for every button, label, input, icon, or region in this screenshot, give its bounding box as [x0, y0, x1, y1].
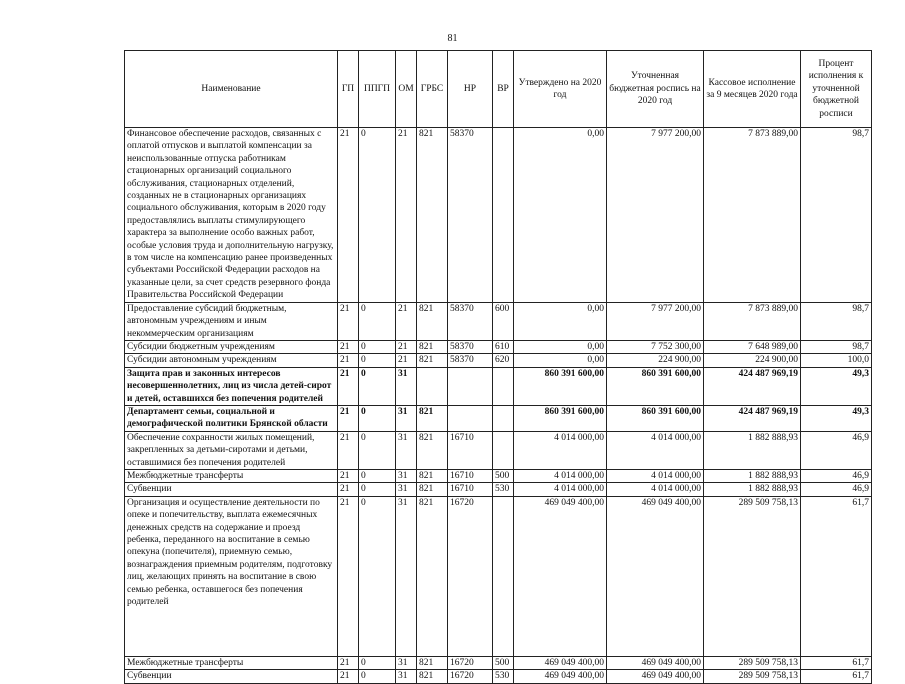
row-nr	[448, 367, 493, 405]
row-name: Межбюджетные трансферты	[125, 469, 338, 482]
table-row	[125, 405, 872, 431]
row-cash: 7 873 889,00	[704, 128, 801, 303]
header-nr: НР	[448, 51, 493, 128]
row-nr: 16720	[448, 496, 493, 656]
row-ppgp: 0	[359, 670, 396, 683]
row-approved: 0,00	[514, 354, 607, 367]
row-cash: 424 487 969,19	[704, 367, 801, 405]
row-vr	[493, 496, 514, 656]
row-approved: 4 014 000,00	[514, 469, 607, 482]
row-grbs: 821	[417, 340, 448, 353]
row-cash: 289 509 758,13	[704, 496, 801, 656]
row-approved: 4 014 000,00	[514, 431, 607, 469]
row-approved: 469 049 400,00	[514, 656, 607, 669]
table-row	[125, 354, 872, 367]
row-gp: 21	[338, 656, 359, 669]
row-gp: 21	[338, 431, 359, 469]
row-ppgp: 0	[359, 656, 396, 669]
header-grbs: ГРБС	[417, 51, 448, 128]
row-name: Организация и осуществление деятельности по опеке и попечительству, выплата ежемесячных денежных средств на содержание и проезд ребенка, переданного на воспитание в семью опекуна (попечителя), приемную семью, вознаграждения приемным родителям, подготовку лиц, желающих принять на воспитание в свою семью ребенка, оставшегося без попечения родителей	[125, 496, 338, 656]
row-refined: 4 014 000,00	[607, 483, 704, 496]
row-name: Межбюджетные трансферты	[125, 656, 338, 669]
row-cash: 1 882 888,93	[704, 469, 801, 482]
row-grbs: 821	[417, 128, 448, 303]
row-vr	[493, 367, 514, 405]
row-name: Субвенции	[125, 670, 338, 683]
row-vr: 500	[493, 656, 514, 669]
row-ppgp: 0	[359, 405, 396, 431]
row-cash: 1 882 888,93	[704, 431, 801, 469]
row-percent: 61,7	[801, 670, 872, 683]
row-vr: 500	[493, 469, 514, 482]
table-row	[125, 340, 872, 353]
row-refined: 224 900,00	[607, 354, 704, 367]
row-om: 21	[396, 354, 417, 367]
row-nr: 58370	[448, 302, 493, 340]
row-nr	[448, 405, 493, 431]
row-om: 31	[396, 656, 417, 669]
row-percent: 98,7	[801, 302, 872, 340]
row-refined: 7 977 200,00	[607, 302, 704, 340]
row-approved: 0,00	[514, 340, 607, 353]
row-om: 21	[396, 340, 417, 353]
header-gp: ГП	[338, 51, 359, 128]
row-approved: 469 049 400,00	[514, 496, 607, 656]
row-om: 31	[396, 367, 417, 405]
row-ppgp: 0	[359, 483, 396, 496]
table-row	[125, 128, 872, 303]
header-approved: Утверждено на 2020 год	[514, 51, 607, 128]
table-row	[125, 431, 872, 469]
row-approved: 860 391 600,00	[514, 405, 607, 431]
row-vr	[493, 431, 514, 469]
row-percent: 46,9	[801, 431, 872, 469]
row-cash: 1 882 888,93	[704, 483, 801, 496]
row-percent: 100,0	[801, 354, 872, 367]
row-grbs	[417, 367, 448, 405]
row-grbs: 821	[417, 354, 448, 367]
header-row	[125, 51, 872, 128]
table-row	[125, 496, 872, 656]
row-nr: 58370	[448, 340, 493, 353]
row-refined: 469 049 400,00	[607, 496, 704, 656]
row-vr: 600	[493, 302, 514, 340]
row-gp: 21	[338, 405, 359, 431]
header-ppgp: ППГП	[359, 51, 396, 128]
row-refined: 7 977 200,00	[607, 128, 704, 303]
row-refined: 4 014 000,00	[607, 431, 704, 469]
row-gp: 21	[338, 469, 359, 482]
header-om: ОМ	[396, 51, 417, 128]
row-approved: 860 391 600,00	[514, 367, 607, 405]
row-vr: 610	[493, 340, 514, 353]
row-nr: 16710	[448, 431, 493, 469]
table-row	[125, 656, 872, 669]
page-number: 81	[447, 33, 458, 44]
row-cash: 7 873 889,00	[704, 302, 801, 340]
row-vr	[493, 405, 514, 431]
row-refined: 860 391 600,00	[607, 405, 704, 431]
row-gp: 21	[338, 128, 359, 303]
row-name: Защита прав и законных интересов несовершеннолетних, лиц из числа детей-сирот и детей, оставшихся без попечения родителей	[125, 367, 338, 405]
row-percent: 98,7	[801, 128, 872, 303]
row-nr: 16710	[448, 469, 493, 482]
row-vr: 530	[493, 670, 514, 683]
header-name: Наименование	[125, 51, 338, 128]
row-grbs: 821	[417, 302, 448, 340]
row-vr: 620	[493, 354, 514, 367]
row-gp: 21	[338, 340, 359, 353]
row-percent: 61,7	[801, 656, 872, 669]
row-om: 31	[396, 483, 417, 496]
row-ppgp: 0	[359, 431, 396, 469]
row-cash: 7 648 989,00	[704, 340, 801, 353]
row-percent: 61,7	[801, 496, 872, 656]
row-om: 31	[396, 496, 417, 656]
row-refined: 7 752 300,00	[607, 340, 704, 353]
row-nr: 16720	[448, 670, 493, 683]
row-cash: 289 509 758,13	[704, 670, 801, 683]
table-row	[125, 302, 872, 340]
row-percent: 46,9	[801, 469, 872, 482]
row-ppgp: 0	[359, 367, 396, 405]
row-grbs: 821	[417, 483, 448, 496]
row-gp: 21	[338, 483, 359, 496]
row-grbs: 821	[417, 405, 448, 431]
row-name: Субсидии автономным учреждениям	[125, 354, 338, 367]
row-refined: 4 014 000,00	[607, 469, 704, 482]
row-percent: 98,7	[801, 340, 872, 353]
row-grbs: 821	[417, 670, 448, 683]
row-name: Предоставление субсидий бюджетным, автономным учреждениям и иным некоммерческим организациям	[125, 302, 338, 340]
row-approved: 0,00	[514, 302, 607, 340]
row-gp: 21	[338, 354, 359, 367]
row-ppgp: 0	[359, 340, 396, 353]
row-name: Финансовое обеспечение расходов, связанных с оплатой отпусков и выплатой компенсации за неиспользованные отпуска работникам стационарных организаций социального обслуживания, стационарных отделений, созданных не в стационарных организациях социального обслуживания, которым в 2020 году предоставлялись выплаты стимулирующего характера за выполнение особо важных работ, особые условия труда и дополнительную нагрузку, в том числе на компенсацию ранее произведенных субъектами Российской Федерации расходов на указанные цели, за счет средств резервного фонда Правительства Российской Федерации	[125, 128, 338, 303]
row-name: Департамент семьи, социальной и демографической политики Брянской области	[125, 405, 338, 431]
row-cash: 424 487 969,19	[704, 405, 801, 431]
row-cash: 224 900,00	[704, 354, 801, 367]
row-gp: 21	[338, 302, 359, 340]
header-vr: ВР	[493, 51, 514, 128]
row-percent: 46,9	[801, 483, 872, 496]
row-percent: 49,3	[801, 367, 872, 405]
row-gp: 21	[338, 367, 359, 405]
row-approved: 469 049 400,00	[514, 670, 607, 683]
row-approved: 0,00	[514, 128, 607, 303]
row-approved: 4 014 000,00	[514, 483, 607, 496]
row-grbs: 821	[417, 496, 448, 656]
row-refined: 860 391 600,00	[607, 367, 704, 405]
row-vr	[493, 128, 514, 303]
row-name: Обеспечение сохранности жилых помещений, закрепленных за детьми-сиротами и детьми, оставшимися без попечения родителей	[125, 431, 338, 469]
row-refined: 469 049 400,00	[607, 670, 704, 683]
table-row	[125, 483, 872, 496]
budget-table	[124, 50, 872, 684]
row-om: 31	[396, 469, 417, 482]
row-om: 31	[396, 405, 417, 431]
row-nr: 58370	[448, 128, 493, 303]
row-om: 21	[396, 302, 417, 340]
row-nr: 16720	[448, 656, 493, 669]
row-nr: 58370	[448, 354, 493, 367]
row-om: 31	[396, 431, 417, 469]
row-ppgp: 0	[359, 302, 396, 340]
row-name: Субсидии бюджетным учреждениям	[125, 340, 338, 353]
row-om: 21	[396, 128, 417, 303]
row-nr: 16710	[448, 483, 493, 496]
row-vr: 530	[493, 483, 514, 496]
table-row	[125, 670, 872, 683]
row-om: 31	[396, 670, 417, 683]
row-percent: 49,3	[801, 405, 872, 431]
header-percent: Процент исполнения к уточненной бюджетной росписи	[801, 51, 872, 128]
row-refined: 469 049 400,00	[607, 656, 704, 669]
row-gp: 21	[338, 670, 359, 683]
header-cash: Кассовое исполнение за 9 месяцев 2020 года	[704, 51, 801, 128]
row-ppgp: 0	[359, 469, 396, 482]
row-gp: 21	[338, 496, 359, 656]
row-cash: 289 509 758,13	[704, 656, 801, 669]
row-grbs: 821	[417, 469, 448, 482]
row-ppgp: 0	[359, 354, 396, 367]
row-grbs: 821	[417, 656, 448, 669]
header-refined: Уточненная бюджетная роспись на 2020 год	[607, 51, 704, 128]
row-name: Субвенции	[125, 483, 338, 496]
row-grbs: 821	[417, 431, 448, 469]
table-row	[125, 469, 872, 482]
row-ppgp: 0	[359, 496, 396, 656]
row-ppgp: 0	[359, 128, 396, 303]
table-row	[125, 367, 872, 405]
